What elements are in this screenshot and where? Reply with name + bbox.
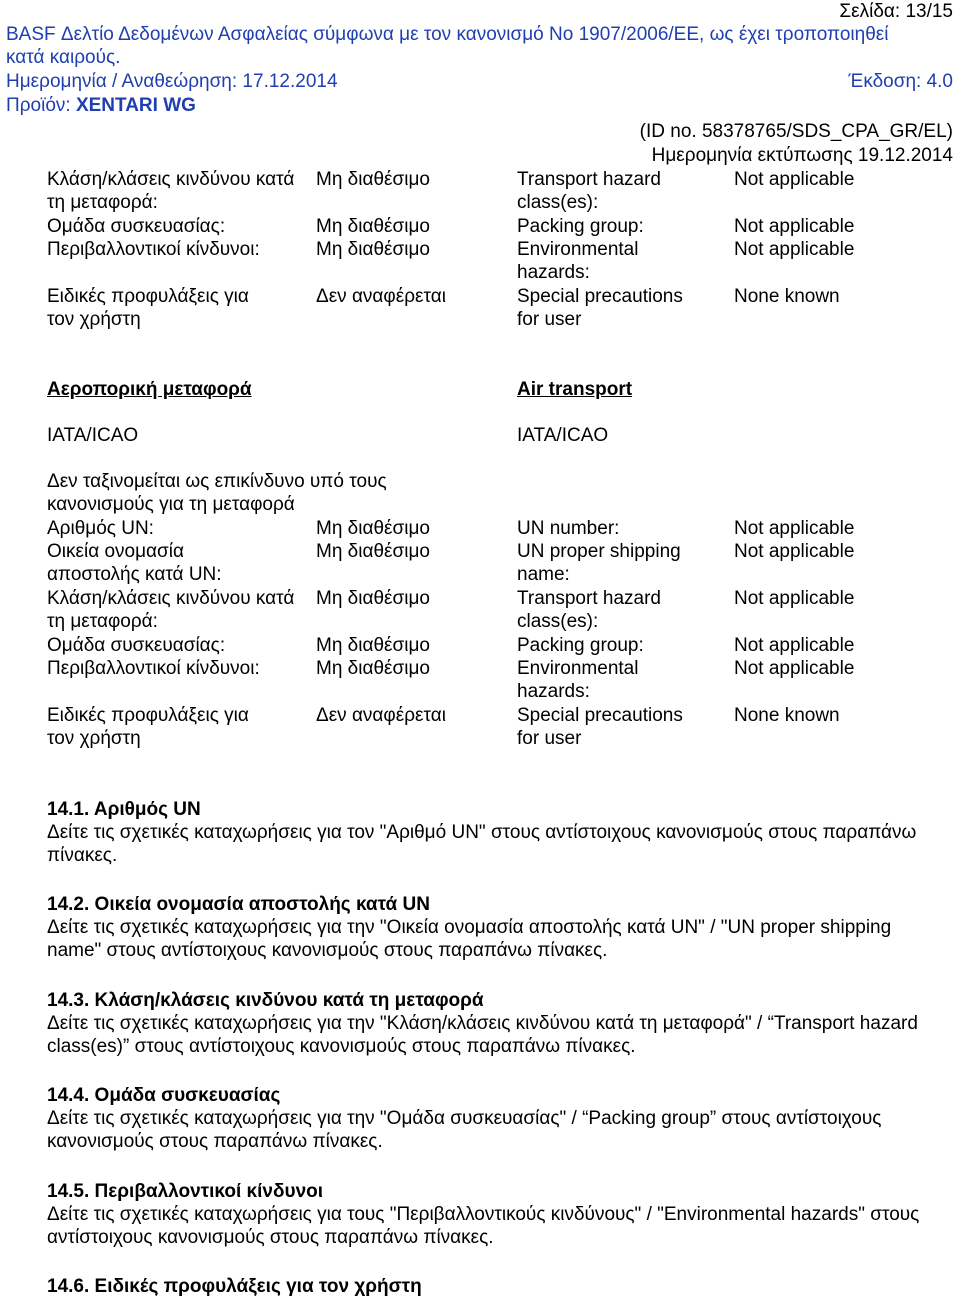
en-label: Packing group:	[517, 635, 644, 656]
section-14-6	[47, 1275, 937, 1298]
print-date: Ημερομηνία εκτύπωσης 19.12.2014	[651, 145, 953, 166]
gr-value: Μη διαθέσιμο	[316, 216, 430, 237]
gr-label: Ομάδα συσκευασίας:	[47, 216, 226, 237]
gr-label: Οικεία ονομασία αποστολής κατά UN:	[47, 541, 222, 585]
en-value: Not applicable	[734, 541, 855, 562]
gr-label: Ομάδα συσκευασίας:	[47, 635, 226, 656]
en-label: Environmental hazards:	[517, 239, 639, 283]
section-14-2	[47, 893, 937, 962]
en-value: Not applicable	[734, 216, 855, 237]
section-body: Δείτε τις σχετικές καταχωρήσεις για την "Οικεία ονομασία αποστολής κατά UN" / "UN proper shipping name" στους αντίστοιχους κανονισμούς στους παραπάνω πίνακες.	[47, 917, 892, 961]
en-label: UN proper shipping name:	[517, 541, 681, 585]
section-heading: 14.4. Ομάδα συσκευασίας	[47, 1085, 281, 1106]
product-name: XENTARI WG	[75, 95, 196, 116]
gr-label: Ειδικές προφυλάξεις για τον χρήστη	[47, 705, 249, 749]
gr-label: Ειδικές προφυλάξεις για τον χρήστη	[47, 286, 249, 330]
gr-value: Μη διαθέσιμο	[316, 635, 430, 656]
product-line	[6, 94, 196, 117]
version: Έκδοση: 4.0	[848, 71, 953, 92]
en-value: Not applicable	[734, 635, 855, 656]
gr-value: Μη διαθέσιμο	[316, 518, 430, 539]
en-value: Not applicable	[734, 169, 855, 190]
en-label: Special precautions for user	[517, 286, 683, 330]
section-14-4	[47, 1084, 937, 1153]
en-value: Not applicable	[734, 658, 855, 679]
gr-value: Μη διαθέσιμο	[316, 169, 430, 190]
section-body: Δείτε τις σχετικές καταχωρήσεις για τον "Αριθμό UN" στους αντίστοιχους κανονισμούς στους παραπάνω πίνακες.	[47, 822, 917, 866]
section-14-3	[47, 989, 937, 1058]
section-heading: 14.1. Αριθμός UN	[47, 799, 201, 820]
section-heading: 14.3. Κλάση/κλάσεις κινδύνου κατά τη μεταφορά	[47, 990, 484, 1011]
en-label: Special precautions for user	[517, 705, 683, 749]
gr-value: Μη διαθέσιμο	[316, 588, 430, 609]
en-value: Not applicable	[734, 239, 855, 260]
en-value: None known	[734, 286, 840, 307]
gr-label: Κλάση/κλάσεις κινδύνου κατά τη μεταφορά:	[47, 169, 295, 213]
gr-value: Μη διαθέσιμο	[316, 541, 430, 562]
air-code-gr: IATA/ICAO	[47, 425, 139, 446]
gr-label: Περιβαλλοντικοί κίνδυνοι:	[47, 658, 260, 679]
page-number: Σελίδα: 13/15	[839, 1, 953, 22]
air-code-en: IATA/ICAO	[517, 425, 609, 446]
section-body: Δείτε τις σχετικές καταχωρήσεις για την "Ομάδα συσκευασίας" / “Packing group” στους αντίστοιχους κανονισμούς στους παραπάνω πίνακες.	[47, 1108, 882, 1152]
section-14-1	[47, 798, 937, 867]
gr-label: Περιβαλλοντικοί κίνδυνοι:	[47, 239, 260, 260]
section-body: Δείτε τις σχετικές καταχωρήσεις για την "Κλάση/κλάσεις κινδύνου κατά τη μεταφορά" / “Transport hazard class(es)” στους αντίστοιχους κανονισμούς στους παραπάνω πίνακες.	[47, 1013, 918, 1057]
id-number: (ID no. 58378765/SDS_CPA_GR/EL)	[639, 121, 953, 142]
section-heading: 14.2. Οικεία ονομασία αποστολής κατά UN	[47, 894, 430, 915]
en-label: Transport hazard class(es):	[517, 588, 661, 632]
en-label: UN number:	[517, 518, 620, 539]
gr-value: Δεν αναφέρεται	[316, 705, 446, 726]
en-value: None known	[734, 705, 840, 726]
section-heading: 14.5. Περιβαλλοντικοί κίνδυνοι	[47, 1181, 324, 1202]
revision-date: Ημερομηνία / Αναθεώρηση: 17.12.2014	[6, 71, 338, 92]
gr-value: Μη διαθέσιμο	[316, 658, 430, 679]
air-heading-en: Air transport	[517, 379, 633, 400]
gr-value: Μη διαθέσιμο	[316, 239, 430, 260]
section-14-5	[47, 1180, 937, 1249]
gr-value: Δεν αναφέρεται	[316, 286, 446, 307]
en-label: Environmental hazards:	[517, 658, 639, 702]
en-label: Packing group:	[517, 216, 644, 237]
section-heading: 14.6. Ειδικές προφυλάξεις για τον χρήστη	[47, 1276, 422, 1297]
gr-label: Αριθμός UN:	[47, 518, 154, 539]
product-label: Προϊόν:	[6, 95, 71, 116]
en-value: Not applicable	[734, 588, 855, 609]
gr-label: Κλάση/κλάσεις κινδύνου κατά τη μεταφορά:	[47, 588, 295, 632]
air-heading-gr: Αεροπορική μεταφορά	[47, 379, 252, 400]
doc-title-line1: BASF Δελτίο Δεδομένων Ασφαλείας σύμφωνα με τον κανονισμό Νο 1907/2006/ΕΕ, ως έχει τροποποιηθεί	[6, 24, 889, 45]
en-label: Transport hazard class(es):	[517, 169, 661, 213]
doc-title-line2: κατά καιρούς.	[6, 47, 121, 68]
not-classified-note: Δεν ταξινομείται ως επικίνδυνο υπό τους κανονισμούς για τη μεταφορά	[47, 471, 387, 515]
en-value: Not applicable	[734, 518, 855, 539]
section-body: Δείτε τις σχετικές καταχωρήσεις για τους "Περιβαλλοντικούς κινδύνους" / "Environmental hazards" στους αντίστοιχους κανονισμούς στους παραπάνω πίνακες.	[47, 1204, 920, 1248]
